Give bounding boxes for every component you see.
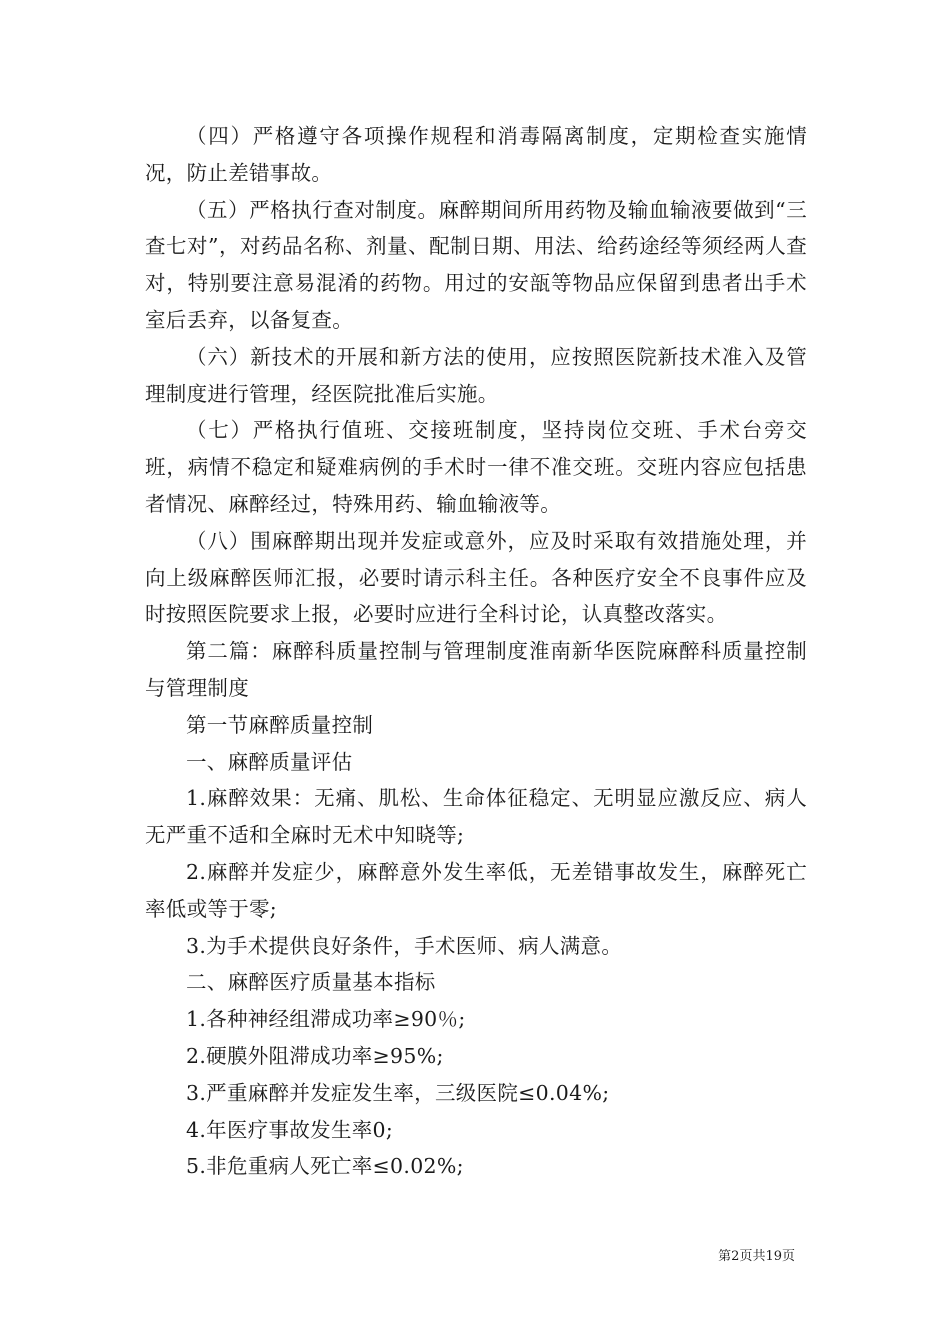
list-item: 2.麻醉并发症少，麻醉意外发生率低，无差错事故发生，麻醉死亡率低或等于零; <box>145 859 807 921</box>
section-heading: 第一节麻醉质量控制 <box>186 712 374 737</box>
paragraph: （四）严格遵守各项操作规程和消毒隔离制度，定期检查实施情况，防止差错事故。 <box>145 124 807 185</box>
section-heading: 第二篇：麻醉科质量控制与管理制度淮南新华医院麻醉科质量控制与管理制度 <box>145 639 807 700</box>
list-item: 1.麻醉效果：无痛、肌松、生命体征稳定、无明显应激反应、病人无严重不适和全麻时无术中知晓等; <box>145 786 807 848</box>
list-item: 3.严重麻醉并发症发生率，三级医院≤0.04%; <box>186 1080 610 1105</box>
list-item: 4.年医疗事故发生率0; <box>186 1117 394 1142</box>
list-item: 5.非危重病人死亡率≤0.02%; <box>186 1154 464 1179</box>
paragraph: （七）严格执行值班、交接班制度，坚持岗位交班、手术台旁交班，病情不稳定和疑难病例的手术时一律不准交班。交班内容应包括患者情况、麻醉经过，特殊用药、输血输液等。 <box>145 418 807 516</box>
subsection-heading: 一、麻醉质量评估 <box>186 749 353 774</box>
list-item: 1.各种神经组滞成功率≥90％; <box>186 1007 466 1032</box>
paragraph: （八）围麻醉期出现并发症或意外，应及时采取有效措施处理，并向上级麻醉医师汇报，必要时请示科主任。各种医疗安全不良事件应及时按照医院要求上报，必要时应进行全科讨论，认真整改落实。 <box>145 528 807 627</box>
list-item: 3.为手术提供良好条件，手术医师、病人满意。 <box>186 933 623 958</box>
list-item: 2.硬膜外阻滞成功率≥95%; <box>186 1043 444 1068</box>
page-number: 第2页共19页 <box>718 1249 795 1264</box>
subsection-heading: 二、麻醉医疗质量基本指标 <box>186 970 436 995</box>
paragraph: （六）新技术的开展和新方法的使用，应按照医院新技术准入及管理制度进行管理，经医院批准后实施。 <box>145 344 807 406</box>
paragraph: （五）严格执行查对制度。麻醉期间所用药物及输血输液要做到“三查七对”，对药品名称、剂量、配制日期、用法、给药途经等须经两人查对，特别要注意易混淆的药物。用过的安瓿等物品应保留到患者出手术室后丢弃，以备复查。 <box>145 197 807 332</box>
document-body <box>145 118 807 1185</box>
